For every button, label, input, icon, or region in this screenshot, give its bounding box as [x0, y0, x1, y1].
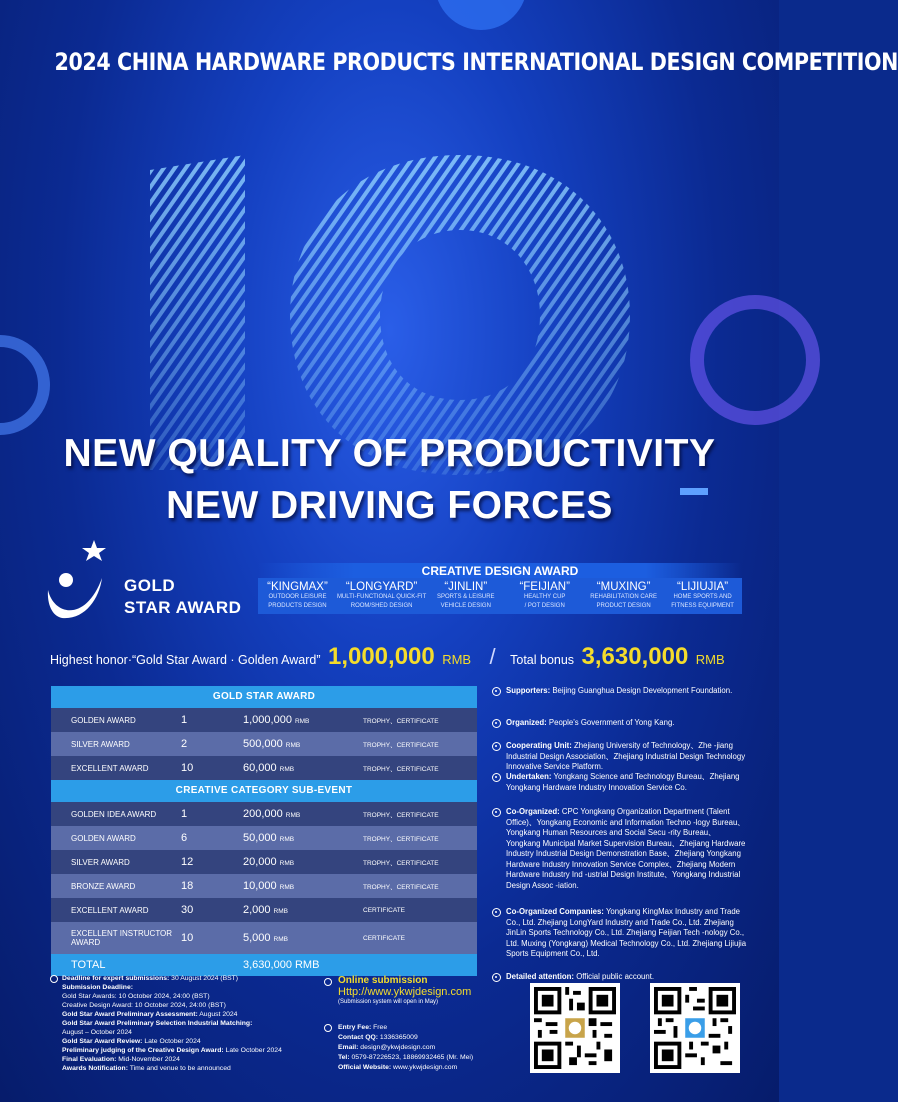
- target-bullet-icon: [492, 808, 501, 817]
- target-bullet-icon: [492, 773, 501, 782]
- decor-ring-left: [0, 335, 50, 435]
- target-bullet-icon: [324, 1024, 332, 1032]
- highest-honor-amount: 1,000,000: [327, 643, 435, 670]
- target-bullet-icon: [324, 978, 332, 986]
- cooperating-info: Cooperating Unit: Zhejiang University of Technology、Zhe -jiang Industrial Design Association、Zhejiang Industrial Design Technology Innovative Service Platform.: [492, 741, 747, 773]
- submission-url-link[interactable]: Http://www.ykwjdesign.com: [338, 986, 472, 998]
- cda-item-muxing: “MUXING” REHABILITATION CARE PRODUCT DESIGN: [590, 581, 658, 609]
- gold-star-award-title: [124, 575, 241, 619]
- supporters-info: Supporters: Beijing Guanghua Design Development Foundation.: [492, 686, 747, 697]
- striped-10-graphic: [130, 150, 650, 480]
- creative-design-award-list: [258, 578, 742, 614]
- organized-info: Organized: People’s Government of Yong Kang.: [492, 718, 747, 729]
- creative-design-award-title: CREATIVE DESIGN AWARD: [258, 563, 742, 579]
- gold-star-line-2: STAR AWARD: [124, 598, 242, 617]
- total-bonus-unit: RMB: [695, 652, 725, 667]
- total-bonus-amount: 3,630,000: [581, 643, 689, 670]
- target-bullet-icon: [492, 687, 501, 696]
- target-bullet-icon: [492, 908, 501, 917]
- qr-code-icon[interactable]: [650, 983, 740, 1073]
- deadline-schedule: Deadline for expert submissions: 30 August 2024 (BST) Submission Deadline: Gold Star Awards: 10 October 2024, 24:00 (BST) Creative Design Award: 10 October 2024, 24:00 (BST) Gold Star Award Preliminary Assessment: August 2024 Gold Star Award Preliminary Selection Industrial Matching: August – October 2024 Gold Star Award Review: Late October 2024 Preliminary judging of the Creative Design Award: Late October 2024 Final Evaluation: Mid-November 2024 Awards Notification: Time and venue to be announced: [50, 974, 320, 1073]
- highest-honor-label: Highest honor·“Gold Star Award · Golden Award”: [50, 653, 321, 667]
- table-row: EXCELLENT AWARD 30 2,000 RMB CERTIFICATE: [51, 898, 477, 922]
- table-row: EXCELLENT AWARD 10 60,000 RMB TROPHY、CERTIFICATE: [51, 756, 477, 780]
- gold-star-line-1: GOLD: [124, 576, 176, 595]
- online-submission: [324, 975, 494, 1005]
- decor-ring-right: [690, 295, 820, 425]
- table-row: SILVER AWARD 12 20,000 RMB TROPHY、CERTIFICATE: [51, 850, 477, 874]
- contact-info: Entry Fee: Free Contact QQ: 1336365009 Email: design@ykwjdesign.com Tel: 0579-87226523, 18869932465 (Mr. Mei) Official Website: www.ykwjdesign.com: [324, 1023, 524, 1073]
- headline-line-1: NEW QUALITY OF PRODUCTIVITY: [63, 432, 716, 475]
- cda-item-kingmax: “KINGMAX” OUTDOOR LEISURE PRODUCTS DESIGN: [267, 581, 328, 609]
- detailed-attention-info: Detailed attention: Official public account.: [492, 972, 747, 983]
- cda-item-jinlin: “JINLIN” SPORTS & LEISURE VEHICLE DESIGN: [436, 581, 495, 609]
- table-row: GOLDEN IDEA AWARD 1 200,000 RMB TROPHY、CERTIFICATE: [51, 802, 477, 826]
- email-link[interactable]: design@ykwjdesign.com: [360, 1044, 436, 1051]
- table-row: GOLDEN AWARD 6 50,000 RMB TROPHY、CERTIFICATE: [51, 826, 477, 850]
- table-row: SILVER AWARD 2 500,000 RMB TROPHY、CERTIFICATE: [51, 732, 477, 756]
- online-submission-title: Online submission: [338, 975, 428, 986]
- coorganized-companies-info: Co-Organized Companies: Yongkang KingMax Industry and Trade Co., Ltd. Zhejiang LongYard Industry and Trade Co., Ltd. Zhejiang JinLin Sports Technology Co., Ltd. Zhejiang Feijian Tech -nology Co., Ltd. Muxing (Yongkang) Medical Technology Co., Ltd. Zhejiang Lijiujia Sports Equipment Co., Ltd.: [492, 907, 747, 960]
- target-bullet-icon: [50, 975, 58, 983]
- target-bullet-icon: [492, 742, 501, 751]
- table-header-gold-star: GOLD STAR AWARD: [51, 686, 477, 708]
- table-total-row: TOTAL 3,630,000 RMB: [51, 954, 477, 976]
- qr-pattern: [534, 987, 616, 1069]
- website-link[interactable]: www.ykwjdesign.com: [393, 1064, 458, 1071]
- highest-honor-unit: RMB: [442, 652, 472, 667]
- headline-line-2: NEW DRIVING FORCES: [166, 484, 613, 527]
- table-row: GOLDEN AWARD 1 1,000,000 RMB TROPHY、CERTIFICATE: [51, 708, 477, 732]
- submission-note: (Submission system will open in May): [338, 999, 439, 1005]
- cda-item-feijian: “FEIJIAN” HEALTHY CUP / POT DESIGN: [519, 581, 570, 609]
- cda-item-longyard: “LONGYARD” MULTI-FUNCTIONAL QUICK-FIT ROOM/SHED DESIGN: [336, 581, 427, 609]
- table-row: EXCELLENT INSTRUCTOR AWARD 10 5,000 RMB CERTIFICATE: [51, 922, 477, 954]
- honor-divider: /: [489, 644, 496, 669]
- gold-star-logo-icon: [44, 538, 114, 623]
- total-bonus-label: Total bonus: [510, 653, 575, 667]
- target-bullet-icon: [492, 719, 501, 728]
- undertaken-info: Undertaken: Yongkang Science and Technology Bureau、Zhejiang Yongkang Hardware Industry Innovation Service Co.: [492, 772, 747, 793]
- competition-title: 2024 CHINA HARDWARE PRODUCTS INTERNATIONAL DESIGN COMPETITION: [54, 48, 898, 76]
- qr-code-icon[interactable]: [530, 983, 620, 1073]
- cda-item-lijiujia: “LIJIUJIA” HOME SPORTS AND FITNESS EQUIPMENT: [671, 581, 734, 609]
- coorganized-info: Co-Organized: CPC Yongkang Organization Department (Talent Office)、Yongkang Economic and Information Techno -logy Bureau、Yongkang Human Resources and Social Secu -rity Bureau、Yongkang Municipal Market Supervision Bureau、Zhejiang Hardware Industry Industrial Design Demonstration Base、Zhejiang Yongkang Hardware Industry Innovation Service Complex、Zhejiang Modern Hardware Industry Ind -ustrial Design Institute、Yongkang Industrial Design Assoc -iation.: [492, 807, 747, 891]
- table-header-creative: CREATIVE CATEGORY SUB-EVENT: [51, 780, 477, 802]
- decor-half-circle: [435, 0, 527, 30]
- honor-line: [50, 643, 750, 673]
- qr-pattern: [654, 987, 736, 1069]
- award-table: [51, 686, 477, 976]
- table-row: BRONZE AWARD 18 10,000 RMB TROPHY、CERTIFICATE: [51, 874, 477, 898]
